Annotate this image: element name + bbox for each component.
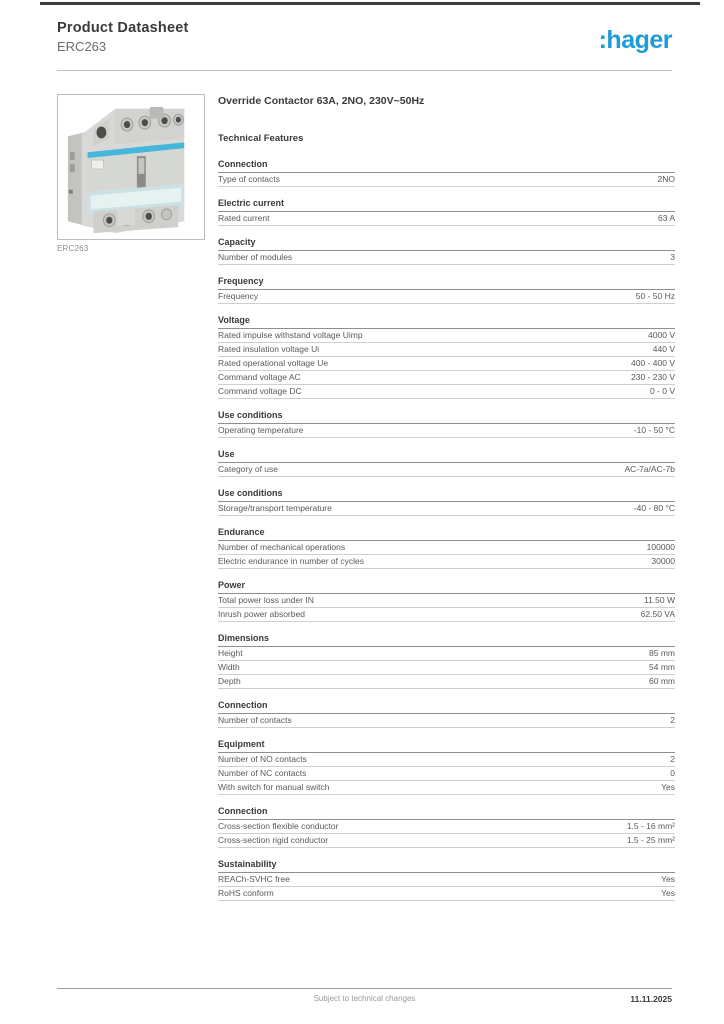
spec-section-heading: Endurance — [218, 526, 675, 541]
spec-value: 50 - 50 Hz — [635, 291, 675, 301]
footer-note: Subject to technical changes — [313, 994, 416, 1003]
spec-section — [218, 699, 675, 728]
spec-label: Rated impulse withstand voltage Uimp — [218, 330, 363, 340]
spec-value: 11.50 W — [643, 595, 675, 605]
spec-value: 400 - 400 V — [631, 358, 675, 368]
footer-divider — [57, 988, 672, 989]
spec-section — [218, 197, 675, 226]
page-header — [57, 20, 672, 54]
spec-label: Rated insulation voltage Ui — [218, 344, 320, 354]
spec-row — [218, 424, 675, 438]
spec-row — [218, 714, 675, 728]
spec-section-heading: Dimensions — [218, 632, 675, 647]
spec-label: Command voltage AC — [218, 372, 301, 382]
spec-row — [218, 767, 675, 781]
main-content — [218, 95, 675, 901]
footer-date: 11.11.2025 — [630, 994, 672, 1004]
spec-section-heading: Electric current — [218, 197, 675, 212]
spec-section-heading: Capacity — [218, 236, 675, 251]
spec-section-heading: Use conditions — [218, 409, 675, 424]
spec-section-heading: Connection — [218, 699, 675, 714]
spec-value: AC-7a/AC-7b — [624, 464, 675, 474]
spec-section-heading: Equipment — [218, 738, 675, 753]
spec-label: Operating temperature — [218, 425, 304, 435]
spec-row — [218, 371, 675, 385]
spec-section — [218, 448, 675, 477]
spec-value: 3 — [670, 252, 675, 262]
spec-row — [218, 887, 675, 901]
spec-label: Storage/transport temperature — [218, 503, 332, 513]
product-code-subtitle: ERC263 — [57, 39, 107, 54]
spec-value: Yes — [661, 874, 675, 884]
spec-section-heading: Sustainability — [218, 858, 675, 873]
spec-section-heading: Use conditions — [218, 487, 675, 502]
spec-label: Electric endurance in number of cycles — [218, 556, 364, 566]
spec-row — [218, 357, 675, 371]
spec-label: Type of contacts — [218, 174, 280, 184]
spec-row — [218, 502, 675, 516]
spec-value: 62.50 VA — [640, 609, 675, 619]
product-image-frame — [57, 94, 205, 240]
spec-label: REACh-SVHC free — [218, 874, 290, 884]
spec-label: Number of NO contacts — [218, 754, 307, 764]
spec-label: Number of modules — [218, 252, 293, 262]
spec-label: Rated operational voltage Ue — [218, 358, 329, 368]
spec-value: 2NO — [657, 174, 675, 184]
spec-value: -40 - 80 °C — [633, 503, 675, 513]
spec-value: 1.5 - 25 mm² — [626, 835, 675, 845]
spec-row — [218, 251, 675, 265]
spec-row — [218, 541, 675, 555]
spec-label: RoHS conform — [218, 888, 274, 898]
spec-row — [218, 385, 675, 399]
spec-section — [218, 805, 675, 848]
top-border-rule — [40, 2, 700, 5]
product-title: Override Contactor 63A, 2NO, 230V~50Hz — [218, 95, 425, 107]
spec-row — [218, 173, 675, 187]
spec-value: -10 - 50 °C — [633, 425, 675, 435]
spec-row — [218, 608, 675, 622]
spec-label: Number of mechanical operations — [218, 542, 346, 552]
product-image-caption: ERC263 — [57, 244, 89, 253]
document-title: Product Datasheet — [57, 20, 189, 36]
spec-label: Number of contacts — [218, 715, 292, 725]
contactor-product-illustration — [58, 95, 204, 239]
spec-section — [218, 526, 675, 569]
spec-row — [218, 781, 675, 795]
spec-row — [218, 753, 675, 767]
spec-value: 2 — [670, 715, 675, 725]
spec-sections-container — [218, 158, 675, 901]
spec-row — [218, 343, 675, 357]
spec-value: 4000 V — [648, 330, 675, 340]
spec-section-heading: Connection — [218, 158, 675, 173]
spec-section — [218, 314, 675, 399]
spec-section-heading: Power — [218, 579, 675, 594]
spec-section — [218, 487, 675, 516]
spec-section-heading: Use — [218, 448, 675, 463]
spec-value: 60 mm — [649, 676, 675, 686]
spec-section-heading: Voltage — [218, 314, 675, 329]
spec-value: 2 — [670, 754, 675, 764]
spec-section — [218, 579, 675, 622]
spec-label: Inrush power absorbed — [218, 609, 305, 619]
hager-logo: :hager — [598, 26, 672, 54]
spec-value: 30000 — [651, 556, 675, 566]
spec-row — [218, 873, 675, 887]
spec-row — [218, 463, 675, 477]
spec-label: Number of NC contacts — [218, 768, 307, 778]
spec-value: Yes — [661, 782, 675, 792]
spec-label: Cross-section rigid conductor — [218, 835, 329, 845]
spec-value: 230 - 230 V — [631, 372, 675, 382]
spec-row — [218, 661, 675, 675]
spec-section — [218, 158, 675, 187]
spec-section — [218, 275, 675, 304]
spec-label: Width — [218, 662, 240, 672]
spec-row — [218, 647, 675, 661]
spec-row — [218, 820, 675, 834]
spec-row — [218, 329, 675, 343]
spec-value: 0 - 0 V — [649, 386, 675, 396]
technical-features-heading: Technical Features — [218, 133, 304, 144]
spec-value: 440 V — [652, 344, 675, 354]
spec-value: 85 mm — [649, 648, 675, 658]
spec-value: Yes — [661, 888, 675, 898]
spec-section-heading: Connection — [218, 805, 675, 820]
spec-row — [218, 212, 675, 226]
spec-label: Frequency — [218, 291, 259, 301]
spec-value: 100000 — [646, 542, 675, 552]
spec-label: Total power loss under IN — [218, 595, 314, 605]
spec-label: Cross-section flexible conductor — [218, 821, 339, 831]
header-divider — [57, 70, 672, 71]
spec-section — [218, 632, 675, 689]
spec-row — [218, 594, 675, 608]
spec-value: 1.5 - 16 mm² — [626, 821, 675, 831]
spec-section-heading: Frequency — [218, 275, 675, 290]
spec-value: 0 — [670, 768, 675, 778]
spec-section — [218, 409, 675, 438]
spec-label: Height — [218, 648, 243, 658]
spec-section — [218, 236, 675, 265]
spec-section — [218, 858, 675, 901]
spec-value: 63 A — [657, 213, 675, 223]
spec-label: Command voltage DC — [218, 386, 302, 396]
spec-label: Depth — [218, 676, 241, 686]
spec-label: Category of use — [218, 464, 279, 474]
spec-value: 54 mm — [649, 662, 675, 672]
spec-row — [218, 555, 675, 569]
spec-label: Rated current — [218, 213, 270, 223]
spec-row — [218, 834, 675, 848]
spec-section — [218, 738, 675, 795]
spec-label: With switch for manual switch — [218, 782, 330, 792]
spec-row — [218, 290, 675, 304]
spec-row — [218, 675, 675, 689]
